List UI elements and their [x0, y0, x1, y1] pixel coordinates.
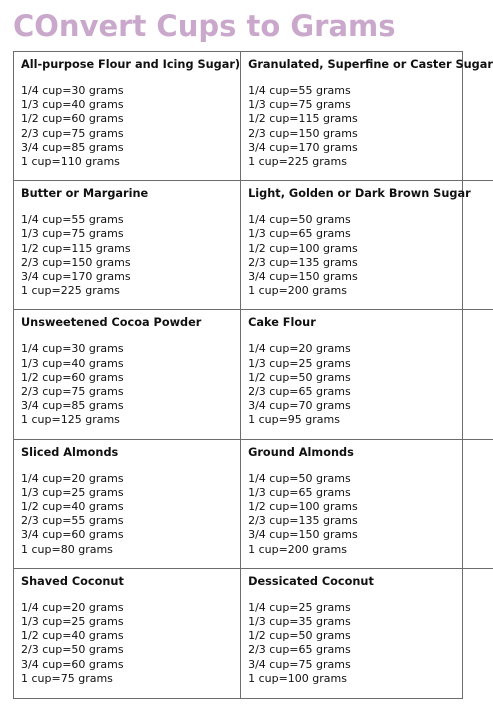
conversion-line: 2/3 cup=50 grams — [21, 643, 124, 657]
section-title: Unsweetened Cocoa Powder — [21, 316, 202, 330]
conversion-line: 1/4 cup=30 grams — [21, 84, 124, 97]
section-cell — [14, 569, 241, 698]
conversion-line: 1 cup=200 grams — [248, 542, 347, 556]
conversion-line: 1/3 cup=40 grams — [21, 98, 124, 112]
conversion-line: 1/2 cup=100 grams — [248, 241, 358, 255]
conversion-line: 1 cup=100 grams — [248, 671, 347, 685]
conversion-line: 1/4 cup=50 grams — [248, 213, 351, 227]
section-title: Sliced Almonds — [21, 445, 119, 459]
conversion-line: 3/4 cup=70 grams — [248, 399, 351, 413]
section-cell — [241, 181, 493, 310]
section-title: Dessicated Coconut — [248, 574, 374, 588]
conversion-line: 2/3 cup=150 grams — [21, 255, 131, 269]
conversion-line: 2/3 cup=150 grams — [248, 126, 358, 140]
conversion-line: 1/4 cup=20 grams — [21, 471, 124, 485]
section-title: Butter or Margarine — [21, 187, 149, 201]
conversion-line: 1/3 cup=75 grams — [248, 98, 351, 112]
section-cell — [14, 310, 241, 439]
conversion-line: 2/3 cup=135 grams — [248, 514, 358, 528]
conversion-line: 3/4 cup=170 grams — [21, 270, 131, 283]
conversion-line: 1 cup=225 grams — [248, 155, 347, 169]
conversion-line: 1/2 cup=40 grams — [21, 629, 124, 643]
conversion-line: 1 cup=95 grams — [248, 413, 340, 427]
section-title: All-purpose Flour and Icing Sugar) — [21, 58, 241, 71]
conversion-line: 1/4 cup=20 grams — [248, 342, 351, 356]
conversion-line: 1/3 cup=65 grams — [248, 227, 351, 241]
conversion-line: 1/2 cup=115 grams — [248, 112, 358, 126]
conversion-line: 1/4 cup=30 grams — [21, 342, 124, 356]
conversion-line: 1/4 cup=20 grams — [21, 600, 124, 614]
conversion-line: 3/4 cup=60 grams — [21, 657, 124, 671]
conversion-line: 1/3 cup=25 grams — [21, 485, 124, 499]
conversion-line: 1/2 cup=115 grams — [21, 241, 131, 255]
conversion-line: 1/2 cup=100 grams — [248, 500, 358, 513]
conversion-line: 1 cup=125 grams — [21, 413, 120, 427]
conversion-line: 1/3 cup=25 grams — [248, 356, 351, 370]
conversion-line: 1/4 cup=55 grams — [248, 84, 351, 97]
section-title: Granulated, Superfine or Caster Sugar — [248, 58, 493, 71]
section-cell — [241, 52, 493, 181]
conversion-line: 1/2 cup=60 grams — [21, 112, 124, 126]
conversion-line: 1/2 cup=50 grams — [248, 370, 351, 384]
conversion-line: 1/3 cup=25 grams — [21, 615, 124, 628]
conversion-line: 3/4 cup=170 grams — [248, 140, 358, 154]
conversion-line: 3/4 cup=150 grams — [248, 270, 358, 283]
conversion-line: 3/4 cup=75 grams — [248, 657, 351, 671]
section-title: Ground Almonds — [248, 445, 354, 459]
conversion-line: 1/2 cup=60 grams — [21, 370, 124, 384]
page-title: COnvert Cups to Grams — [13, 9, 396, 43]
section-title: Cake Flour — [248, 316, 316, 330]
conversion-line: 2/3 cup=55 grams — [21, 514, 124, 528]
conversion-line: 3/4 cup=60 grams — [21, 528, 124, 542]
conversion-line: 1/3 cup=40 grams — [21, 356, 124, 370]
section-cell — [241, 569, 493, 698]
conversion-line: 1/2 cup=50 grams — [248, 629, 351, 643]
conversion-line: 1 cup=200 grams — [248, 284, 347, 298]
section-cell — [14, 181, 241, 310]
conversion-line: 3/4 cup=85 grams — [21, 140, 124, 154]
conversion-line: 1 cup=75 grams — [21, 671, 113, 685]
conversion-line: 1/3 cup=75 grams — [21, 227, 124, 241]
conversion-line: 1/3 cup=35 grams — [248, 615, 351, 628]
section-title: Light, Golden or Dark Brown Sugar — [248, 187, 471, 201]
conversion-line: 1/4 cup=55 grams — [21, 213, 124, 227]
section-cell — [241, 440, 493, 569]
conversion-line: 3/4 cup=150 grams — [248, 528, 358, 542]
section-cell — [14, 440, 241, 569]
conversion-line: 2/3 cup=75 grams — [21, 385, 124, 398]
section-cell — [241, 310, 493, 439]
conversion-line: 1/4 cup=50 grams — [248, 471, 351, 485]
conversion-line: 1 cup=110 grams — [21, 155, 120, 169]
conversion-line: 1 cup=80 grams — [21, 542, 113, 556]
conversion-line: 2/3 cup=65 grams — [248, 643, 351, 657]
conversion-line: 2/3 cup=135 grams — [248, 255, 358, 269]
section-title: Shaved Coconut — [21, 574, 124, 588]
conversion-line: 3/4 cup=85 grams — [21, 399, 124, 413]
conversion-line: 1/4 cup=25 grams — [248, 600, 351, 614]
conversion-line: 1/2 cup=40 grams — [21, 500, 124, 513]
section-cell — [14, 52, 241, 181]
conversion-line: 2/3 cup=75 grams — [21, 126, 124, 140]
conversion-line: 2/3 cup=65 grams — [248, 385, 351, 398]
conversion-line: 1/3 cup=65 grams — [248, 485, 351, 499]
conversion-line: 1 cup=225 grams — [21, 284, 120, 298]
conversion-table — [13, 51, 493, 699]
